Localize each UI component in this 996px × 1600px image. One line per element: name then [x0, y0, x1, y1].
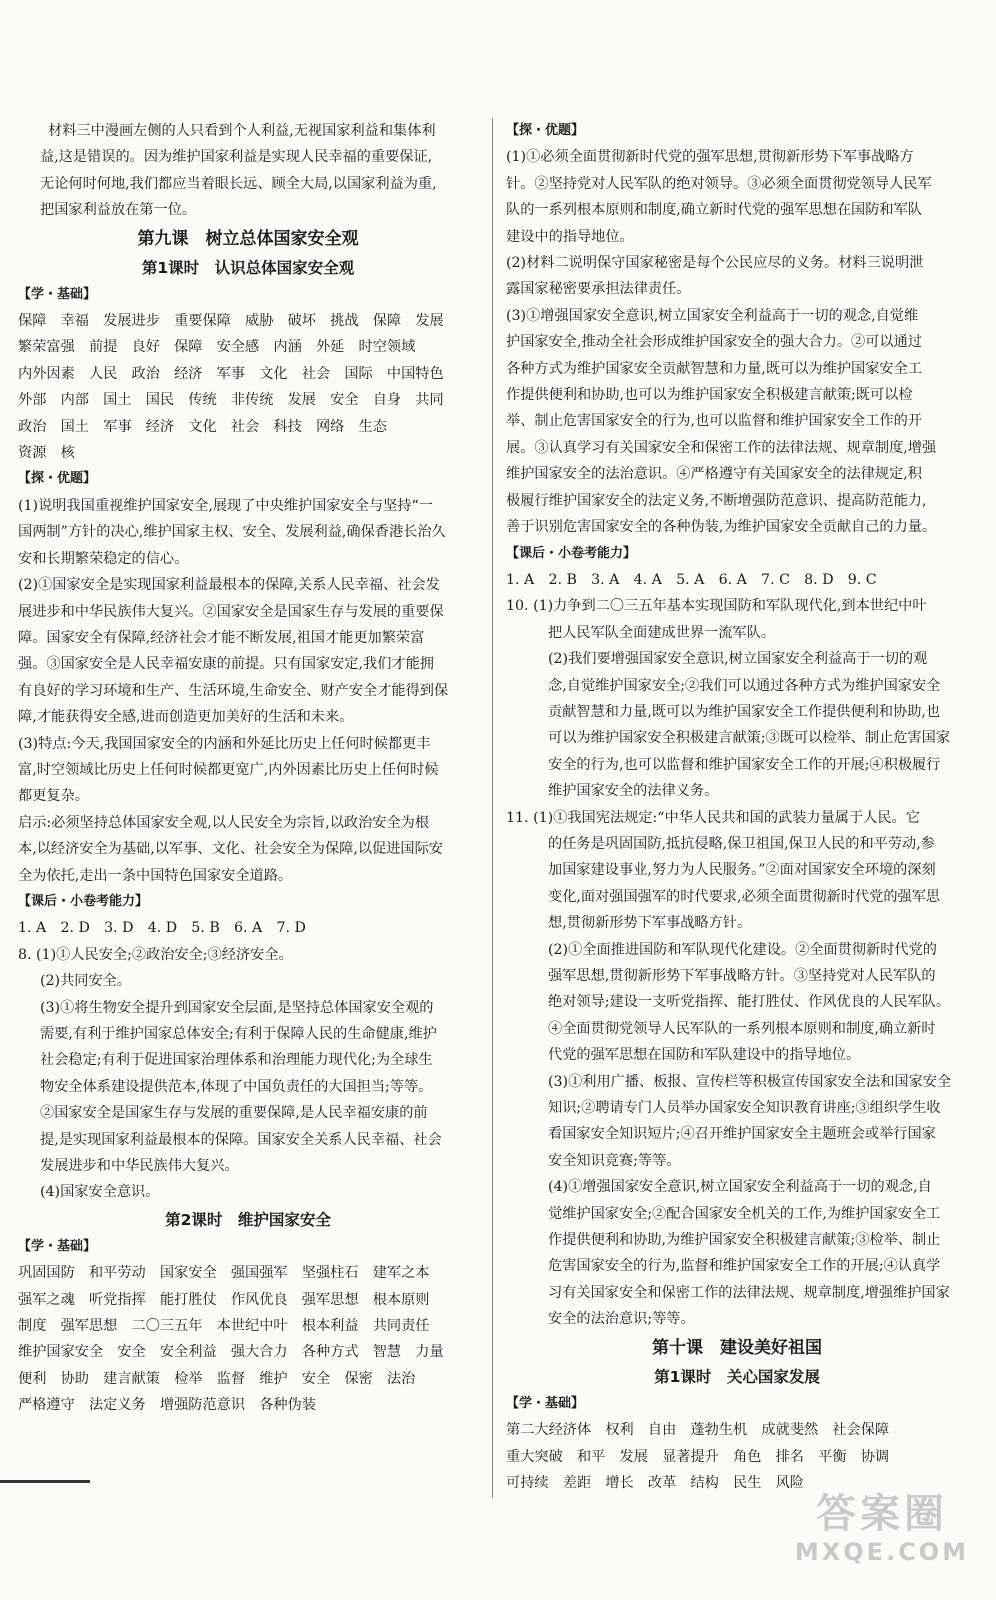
text-line: (3)①增强国家安全意识,树立国家安全利益高于一切的观念,自觉维: [506, 307, 919, 324]
text-line: 物安全体系建设提供范本,体现了中国负责任的大国担当;等等。: [40, 1078, 433, 1095]
period-title: 第1课时 关心国家发展: [654, 1367, 820, 1386]
text-line: (2)①国家安全是实现国家利益最根本的保障,关系人民幸福、社会发: [18, 577, 440, 594]
text-line: 觉维护国家安全;②配合国家安全机关的工作,为维护国家安全工: [548, 1205, 941, 1222]
text-line: 10. (1)力争到二〇三五年基本实现国防和军队现代化,到本世纪中叶: [506, 598, 927, 615]
term-row: 资源 核: [18, 445, 75, 462]
text-line: 队的一系列根本原则和制度,确立新时代党的强军思想在国防和军队: [506, 202, 922, 219]
text-line: 贡献智慧和力量,既可以为维护国家安全工作提供便利和协助,也: [548, 703, 941, 720]
text-line: ②国家安全是国家生存与发展的重要保障,是人民幸福安康的前: [40, 1105, 428, 1122]
term-row: 外部 内部 国土 国民 传统 非传统 发展 安全 自身 共同: [18, 392, 444, 409]
text-line: 可以为维护国家安全积极建言献策;③既可以检举、制止危害国家: [548, 730, 951, 747]
term-row: 第二大经济体 权利 自由 蓬勃生机 成就斐然 社会保障: [506, 1422, 890, 1439]
text-line: 危害国家安全的行为,监督和维护国家安全工作的开展;④认真学: [548, 1258, 941, 1275]
section-heading: 【课后・小卷考能力】: [18, 893, 149, 909]
text-line: ④全面贯彻党领导人民军队的一系列根本原则和制度,确立新时: [548, 1020, 936, 1037]
text-line: 有良好的学习环境和生产、生活环境,生命安全、财产安全才能得到保: [18, 682, 449, 699]
text-line: 针。②坚持党对人民军队的绝对领导。③必须全面贯彻党领导人民军: [506, 175, 932, 192]
text-line: 1. A 2. D 3. D 4. D 5. B 6. A 7. D: [18, 920, 306, 937]
lesson-title: 第十课 建设美好祖国: [652, 1337, 822, 1358]
text-line: 作提供便利和协助,也可以为维护国家安全积极建言献策;既可以检: [506, 387, 913, 404]
term-row: 内外因素 人民 政治 经济 军事 文化 社会 国际 中国特色: [18, 365, 444, 382]
text-line: 变化,面对强国强军的时代要求,必须全面贯彻新时代党的强军思: [548, 888, 941, 905]
term-row: 维护国家安全 安全 安全利益 强大合力 各种方式 智慧 力量: [18, 1344, 444, 1361]
text-line: 举、制止危害国家安全的行为,也可以监督和维护国家安全工作的开: [506, 413, 922, 430]
text-line: 的任务是巩固国防,抵抗侵略,保卫祖国,保卫人民的和平劳动,参: [548, 835, 935, 852]
section-heading: 【探・优题】: [18, 471, 97, 487]
text-line: 安和长期繁荣稳定的信心。: [18, 550, 189, 567]
text-line: 1. A 2. B 3. A 4. A 5. A 6. A 7. C 8. D 9. C: [506, 571, 877, 588]
period-title: 第1课时 认识总体国家安全观: [141, 258, 355, 277]
text-line: 各种方式为维护国家安全贡献智慧和力量,既可以为维护国家安全工: [506, 360, 922, 377]
term-row: 巩固国防 和平劳动 国家安全 强国强军 坚强柱石 建军之本: [18, 1265, 430, 1282]
text-line: 需要,有利于维护国家总体安全;有利于保障人民的生命健康,维护: [40, 1026, 437, 1042]
text-line: 无论何时何地,我们都应当着眼长远、顾全大局,以国家利益为重,: [40, 175, 437, 192]
text-line: 把国家利益放在第一位。: [40, 202, 197, 219]
text-line: 知识;②聘请专门人员举办国家安全知识教育讲座;③组织学生收: [548, 1100, 941, 1117]
term-row: 重大突破 和平 发展 显著提升 角色 排名 平衡 协调: [506, 1448, 890, 1465]
text-line: 强军思想,贯彻新形势下军事战略方针。③坚持党对人民军队的: [548, 968, 936, 984]
text-line: 8. (1)①人民安全;②政治安全;③经济安全。: [18, 946, 293, 963]
text-line: 强。③国家安全是人民幸福安康的前提。只有国家安定,我们才能拥: [18, 656, 434, 673]
watermark-logo: [782, 1490, 982, 1576]
term-row: 繁荣富强 前提 良好 保障 安全感 内涵 外延 时空领域: [18, 339, 416, 356]
text-line: (4)国家安全意识。: [40, 1184, 160, 1201]
text-line: 障。国家安全有保障,经济社会才能不断发展,祖国才能更加繁荣富: [18, 629, 425, 646]
text-line: 本,以经济安全为基础,以军事、文化、社会安全为保障,以促进国际安: [18, 841, 443, 858]
term-row: 政治 国土 军事 经济 文化 社会 科技 网络 生态: [18, 418, 387, 435]
text-line: 安全知识竞赛;等等。: [548, 1152, 681, 1169]
text-line: 极履行维护国家安全的法定义务,不断增强防范意识、提高防范能力,: [506, 492, 927, 509]
text-line: (4)①增强国家安全意识,树立国家安全利益高于一切的观念,自: [548, 1179, 932, 1196]
right-column: [506, 118, 968, 1496]
term-row: 保障 幸福 发展进步 重要保障 威胁 破坏 挑战 保障 发展: [18, 313, 444, 330]
text-line: 维护国家安全的法治意识。④严格遵守有关国家安全的法律规定,积: [506, 466, 922, 483]
text-line: (2)共同安全。: [40, 973, 132, 990]
text-line: (3)①利用广播、板报、宣传栏等积极宣传国家安全法和国家安全: [548, 1073, 952, 1090]
text-line: (2)①全面推进国防和军队现代化建设。②全面贯彻新时代党的: [548, 941, 937, 958]
text-line: 障,才能获得安全感,进而创造更加美好的生活和未来。: [18, 709, 354, 726]
text-line: 护国家安全,推动全社会形成维护国家安全的强大合力。②可以通过: [506, 334, 922, 351]
text-line: 露国家秘密要承担法律责任。: [506, 281, 691, 298]
text-line: 作提供便利和协助,为维护国家安全积极建言献策;③检举、制止: [548, 1232, 941, 1249]
section-heading: 【学・基础】: [18, 1238, 97, 1254]
text-line: 11. (1)①我国宪法规定:“中华人民共和国的武装力量属于人民。它: [506, 809, 920, 826]
text-line: 看国家安全知识短片;④召开维护国家安全主题班会或举行国家: [548, 1126, 936, 1143]
text-line: 国两制”方针的决心,维护国家主权、安全、发展利益,确保香港长治久: [18, 524, 446, 541]
text-line: 维护国家安全的法律义务。: [548, 783, 719, 800]
text-line: 善于识别危害国家安全的各种伪装,为维护国家安全贡献自己的力量。: [506, 519, 937, 536]
text-line: 念,自觉维护国家安全;②我们可以通过各种方式为维护国家安全: [548, 677, 941, 694]
text-line: 益,这是错误的。因为维护国家利益是实现人民幸福的重要保证,: [40, 149, 433, 166]
text-line: 加国家建设事业,努力为人民服务。”②面对国家安全环境的深刻: [548, 862, 936, 879]
lesson-title: 第九课 树立总体国家安全观: [137, 228, 359, 249]
text-line: 安全的行为,也可以监督和维护国家安全工作的开展;④积极履行: [548, 756, 941, 773]
period-title: 第2课时 维护国家安全: [165, 1210, 331, 1229]
text-line: (1)①必须全面贯彻新时代党的强军思想,贯彻新形势下军事战略方: [506, 149, 914, 166]
text-line: 富,时空领域比历史上任何时候都更宽广,内外因素比历史上任何时候: [18, 761, 439, 778]
text-line: 安全的法治意识;等等。: [548, 1311, 695, 1328]
section-heading: 【课后・小卷考能力】: [506, 545, 637, 561]
text-line: 展进步和中华民族伟大复兴。②国家安全是国家生存与发展的重要保: [18, 603, 444, 620]
text-line: (2)我们要增强国家安全意识,树立国家安全利益高于一切的观: [548, 651, 928, 668]
term-row: 制度 强军思想 二〇三五年 本世纪中叶 根本利益 共同责任: [18, 1318, 430, 1335]
term-row: 可持续 差距 增长 改革 结构 民生 风险: [506, 1474, 804, 1491]
section-heading: 【学・基础】: [506, 1395, 585, 1411]
text-line: 全为依托,走出一条中国特色国家安全道路。: [18, 867, 293, 884]
text-line: 建设中的指导地位。: [506, 228, 634, 245]
term-row: 便利 协助 建言献策 检举 监督 维护 安全 保密 法治: [18, 1370, 416, 1387]
section-heading: 【学・基础】: [18, 286, 97, 302]
edge-mark: [0, 1480, 90, 1483]
text-line: 社会稳定;有利于促进国家治理体系和治理能力现代化;为全球生: [40, 1052, 433, 1069]
text-line: 发展进步和中华民族伟大复兴。: [40, 1158, 239, 1175]
watermark-url: MXQE.COM: [794, 1538, 970, 1566]
text-line: 代党的强军思想在国防和军队建设中的指导地位。: [548, 1047, 861, 1064]
text-line: (3)①将生物安全提升到国家安全层面,是坚持总体国家安全观的: [40, 999, 434, 1016]
column-divider: [492, 118, 493, 1498]
text-line: 都更复杂。: [18, 788, 89, 805]
text-line: 启示:必须坚持总体国家安全观,以人民安全为宗旨,以政治安全为根: [18, 814, 430, 831]
text-line: 材料三中漫画左侧的人只看到个人利益,无视国家利益和集体利: [48, 123, 436, 139]
text-line: (2)材料二说明保守国家秘密是每个公民应尽的义务。材料三说明泄: [506, 255, 924, 272]
text-line: 习有关国家安全和保密工作的法律法规、规章制度,增强维护国家: [548, 1284, 950, 1301]
term-row: 严格遵守 法定义务 增强防范意识 各种伪装: [18, 1397, 316, 1414]
text-line: 绝对领导;建设一支听党指挥、能打胜仗、作风优良的人民军队。: [548, 994, 951, 1011]
text-line: (1)说明我国重视维护国家安全,展现了中央维护国家安全与坚持“一: [18, 497, 433, 514]
text-line: (3)特点:今天,我国国家安全的内涵和外延比历史上任何时候都更丰: [18, 735, 431, 752]
term-row: 强军之魂 听党指挥 能打胜仗 作风优良 强军思想 根本原则: [18, 1291, 430, 1308]
text-line: 把人民军队全面建成世界一流军队。: [548, 624, 776, 641]
watermark-title: 答案圈: [816, 1491, 948, 1537]
text-line: 展。③认真学习有关国家安全和保密工作的法律法规、规章制度,增强: [506, 439, 937, 456]
left-column: [18, 118, 478, 1419]
text-line: 提,是实现国家利益最根本的保障。国家安全关系人民幸福、社会: [40, 1131, 442, 1148]
text-line: 想,贯彻新形势下军事战略方针。: [548, 915, 752, 932]
section-heading: 【探・优题】: [506, 123, 585, 138]
